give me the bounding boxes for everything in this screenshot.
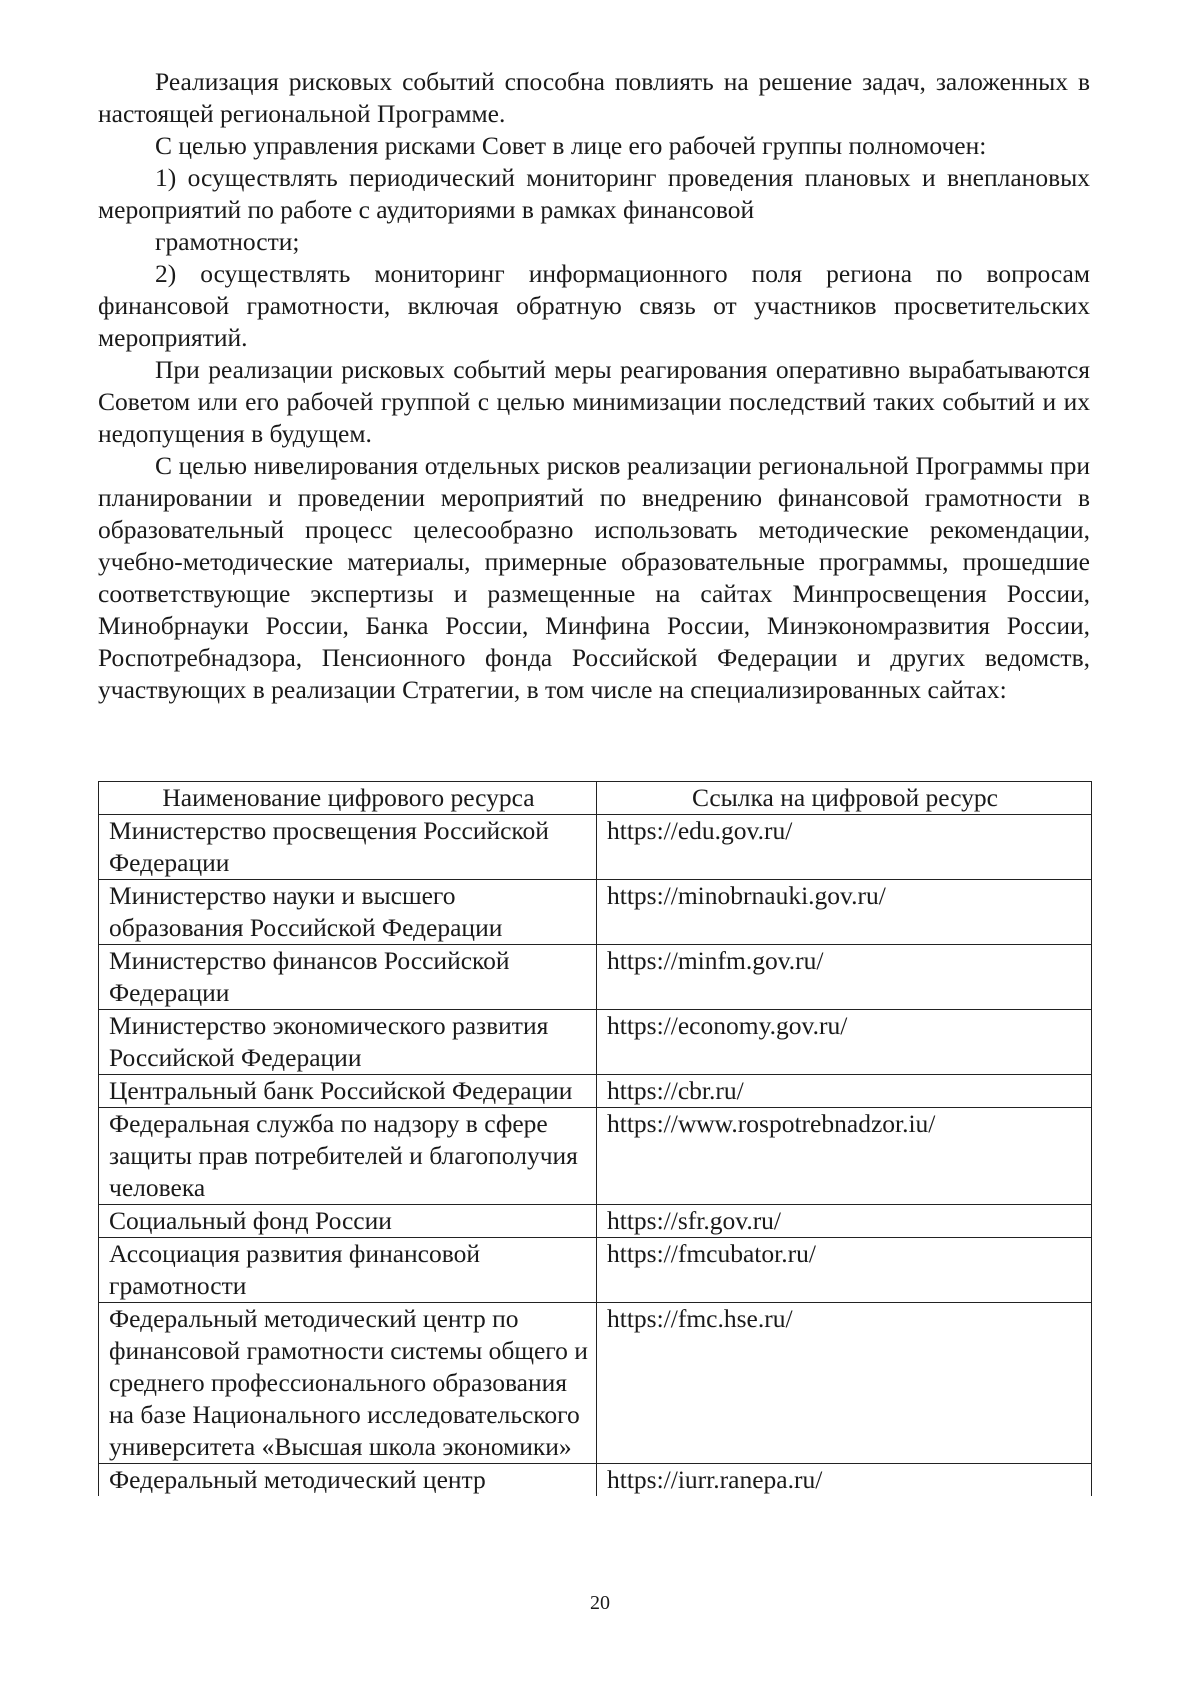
paragraph-leveling-risks: С целью нивелирования отдельных рисков реализации региональной Программы при планировании и проведении мероприятий по внедрению финансовой грамотности в образовательный процесс целесообразно использовать методические рекомендации, учебно-методические материалы, примерные образовательные программы, прошедшие соответствующие экспертизы и размещенные на сайтах Минпросвещения России, Минобрнауки России, Банка России, Минфина России, Минэкономразвития России, Роспотребнадзора, Пенсионного фонда Российской Федерации и других ведомств, участвующих в реализации Стратегии, в том числе на специализированных сайтах:	[98, 451, 1090, 704]
table-row	[99, 1205, 1092, 1238]
resource-link[interactable]: https://cbr.ru/	[597, 1075, 1092, 1108]
resource-link[interactable]: https://edu.gov.ru/	[597, 815, 1092, 880]
resource-link[interactable]: https://minfm.gov.ru/	[597, 945, 1092, 1010]
resource-name: Федеральная служба по надзору в сфере защиты прав потребителей и благополучия человека	[99, 1108, 597, 1205]
resource-name: Министерство экономического развития Российской Федерации	[99, 1010, 597, 1075]
table-row	[99, 880, 1092, 945]
resource-link[interactable]: https://fmc.hse.ru/	[597, 1303, 1092, 1464]
paragraph-risk-management: С целью управления рисками Совет в лице его рабочей группы полномочен:	[155, 131, 987, 160]
table-row	[99, 1108, 1092, 1205]
page-number: 20	[590, 1592, 610, 1614]
resource-name: Министерство просвещения Российской Федерации	[99, 815, 597, 880]
resource-link[interactable]: https://minobrnauki.gov.ru/	[597, 880, 1092, 945]
table-row	[99, 815, 1092, 880]
paragraph-risk-events: Реализация рисковых событий способна повлиять на решение задач, заложенных в настоящей региональной Программе.	[98, 67, 1090, 128]
paragraph-item-1-continued: грамотности;	[155, 227, 300, 256]
table-header-row	[99, 782, 1092, 815]
table-row	[99, 1464, 1092, 1497]
resource-link[interactable]: https://sfr.gov.ru/	[597, 1205, 1092, 1238]
paragraph-item-2: 2) осуществлять мониторинг информационного поля региона по вопросам финансовой грамотности, включая обратную связь от участников просветительских мероприятий.	[98, 259, 1090, 352]
table-row	[99, 945, 1092, 1010]
resource-name: Федеральный методический центр по финансовой грамотности системы общего и среднего профессионального образования на базе Национального исследовательского университета «Высшая школа экономики»	[99, 1303, 597, 1464]
table-row	[99, 1238, 1092, 1303]
resource-link[interactable]: https://www.rospotrebnadzor.iu/	[597, 1108, 1092, 1205]
header-resource-name: Наименование цифрового ресурса	[99, 782, 597, 815]
resource-name: Федеральный методический центр	[99, 1464, 597, 1497]
resource-name: Социальный фонд России	[99, 1205, 597, 1238]
table-row	[99, 1010, 1092, 1075]
resource-name: Министерство науки и высшего образования Российской Федерации	[99, 880, 597, 945]
table-row	[99, 1075, 1092, 1108]
header-resource-link: Ссылка на цифровой ресурс	[597, 782, 1092, 815]
table-row	[99, 1303, 1092, 1464]
resource-link[interactable]: https://fmcubator.ru/	[597, 1238, 1092, 1303]
resource-name: Центральный банк Российской Федерации	[99, 1075, 597, 1108]
paragraph-item-1: 1) осуществлять периодический мониторинг проведения плановых и внеплановых мероприятий по работе с аудиториями в рамках финансовой	[98, 163, 1090, 224]
resource-name: Министерство финансов Российской Федерации	[99, 945, 597, 1010]
digital-resources-table	[98, 781, 1092, 1496]
body-text	[98, 66, 1090, 706]
resource-name: Ассоциация развития финансовой грамотности	[99, 1238, 597, 1303]
paragraph-response-measures: При реализации рисковых событий меры реагирования оперативно вырабатываются Советом или его рабочей группой с целью минимизации последствий таких событий и их недопущения в будущем.	[98, 355, 1090, 448]
resource-link[interactable]: https://economy.gov.ru/	[597, 1010, 1092, 1075]
resource-link[interactable]: https://iurr.ranepa.ru/	[597, 1464, 1092, 1497]
